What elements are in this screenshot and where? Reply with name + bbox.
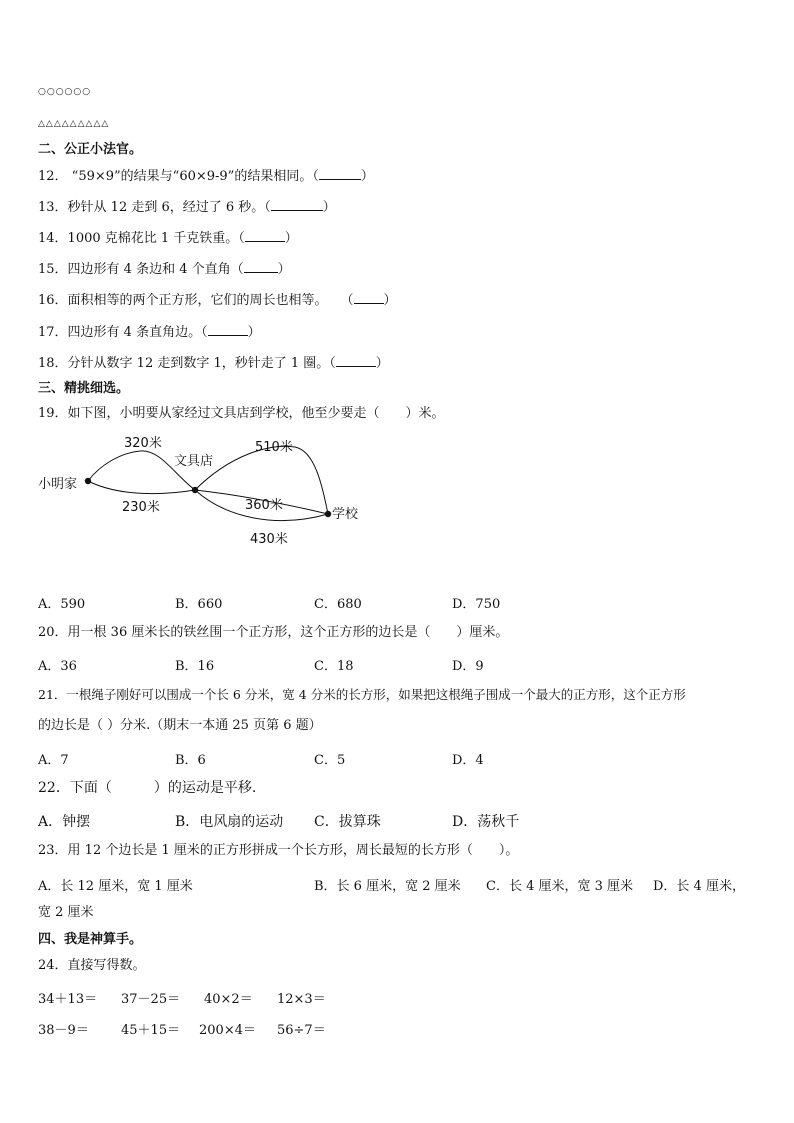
options-21 [38,749,778,767]
option-22-b[interactable]: B．电风扇的运动 [175,814,284,830]
calc-item: 200×4＝ [199,1023,256,1038]
option-20-a[interactable]: A．36 [38,659,77,674]
option-20-b[interactable]: B．16 [175,659,215,674]
store-dot [192,487,198,493]
options-22 [38,811,778,829]
school-dot [325,511,331,517]
option-23-a[interactable]: A．长 12 厘米，宽 1 厘米 [38,879,193,894]
calc-item: 40×2＝ [204,992,253,1007]
options-23 [38,875,778,893]
question-17: 17．四边形有 4 条直角边。（ ） [38,325,261,340]
option-22-a[interactable]: A．钟摆 [38,814,91,830]
calc-item: 56÷7＝ [277,1023,326,1038]
option-21-c[interactable]: C．5 [314,753,346,768]
option-23-c[interactable]: C．长 4 厘米，宽 3 厘米 [486,879,634,894]
distance-510: 510米 [255,440,293,455]
distance-430: 430米 [250,532,288,547]
question-20: 20．用一根 36 厘米长的铁丝围一个正方形，这个正方形的边长是（ ）厘米。 [38,625,509,640]
home-dot [85,478,91,484]
option-20-c[interactable]: C．18 [314,659,354,674]
route-diagram [0,425,420,555]
option-23-d-continued: 宽 2 厘米 [38,905,94,920]
option-23-d[interactable]: D．长 4 厘米， [653,879,745,894]
option-19-d[interactable]: D．750 [452,597,501,612]
option-22-d[interactable]: D．荡秋千 [452,814,520,830]
question-14: 14．1000 克棉花比 1 千克铁重。（ ） [38,231,298,246]
calc-item: 37－25＝ [121,992,181,1007]
option-21-a[interactable]: A．7 [38,753,69,768]
section-3-title: 三、精挑细选。 [38,381,130,396]
option-21-b[interactable]: B．6 [175,753,206,768]
question-24: 24．直接写得数。 [38,958,146,973]
option-23-b[interactable]: B．长 6 厘米，宽 2 厘米 [314,879,461,894]
option-19-a[interactable]: A．590 [38,597,86,612]
calc-item: 38－9＝ [38,1023,89,1038]
option-19-c[interactable]: C．680 [314,597,362,612]
school-label: 学校 [332,507,359,522]
question-21-line-1: 21．一根绳子刚好可以围成一个长 6 分米，宽 4 分米的长方形，如果把这根绳子围成一个最大的正方形，这个正方形 [38,687,686,702]
answer-blank-14[interactable] [245,229,285,242]
option-20-d[interactable]: D．9 [452,659,484,674]
calc-item: 34＋13＝ [38,992,98,1007]
question-16: 16．面积相等的两个正方形，它们的周长也相等。 （ ） [38,293,397,308]
section-2-title: 二、公正小法官。 [38,142,143,157]
question-23: 23．用 12 个边长是 1 厘米的正方形拼成一个长方形，周长最短的长方形（ ）。 [38,843,519,858]
question-21-line-2: 的边长是（ ）分米.（期末一本通 25 页第 6 题） [38,718,322,733]
distance-230: 230米 [122,500,160,515]
section-4-title: 四、我是神算手。 [38,932,143,947]
option-19-b[interactable]: B．660 [175,597,223,612]
answer-blank-16[interactable] [354,291,384,304]
question-22: 22．下面（ ）的运动是平移. [38,780,257,796]
question-19: 19．如下图，小明要从家经过文具店到学校，他至少要走（ ）米。 [38,406,445,421]
question-18: 18．分针从数字 12 走到数字 1，秒针走了 1 圈。（ ） [38,356,389,371]
distance-320: 320米 [124,436,162,451]
options-19 [38,593,778,611]
home-label: 小明家 [38,477,78,492]
calc-item: 12×3＝ [277,992,326,1007]
question-15: 15．四边形有 4 条边和 4 个直角（ ） [38,262,291,277]
calc-row-1 [38,988,778,1006]
question-13: 13．秒针从 12 走到 6，经过了 6 秒。（ ） [38,200,336,215]
store-label: 文具店 [174,454,214,469]
answer-blank-18[interactable] [336,354,376,367]
option-22-c[interactable]: C．拔算珠 [314,814,381,830]
circle-marks: ○○○○○○ [38,87,92,97]
distance-360: 360米 [245,498,283,513]
question-12: 12． “59×9”的结果与“60×9-9”的结果相同。（ ） [38,169,374,184]
calc-row-2 [38,1019,778,1037]
option-21-d[interactable]: D．4 [452,753,484,768]
triangle-marks: △△△△△△△△△ [38,119,110,129]
answer-blank-15[interactable] [244,260,278,273]
answer-blank-12[interactable] [319,167,361,180]
answer-blank-13[interactable] [271,198,323,211]
calc-item: 45＋15＝ [121,1023,181,1038]
answer-blank-17[interactable] [208,323,248,336]
path-home-store-230 [88,481,195,494]
options-20 [38,655,778,673]
